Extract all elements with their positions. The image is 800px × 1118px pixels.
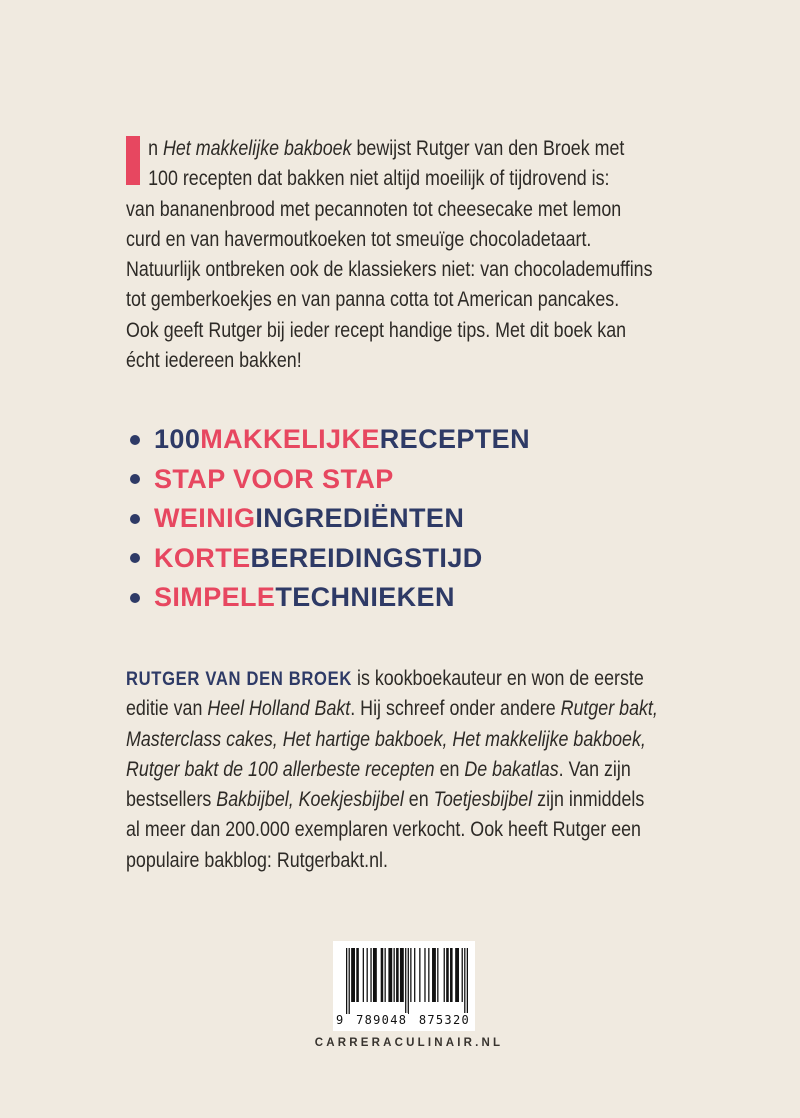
text-line [126, 846, 658, 876]
highlight-word: TECHNIEKEN [275, 582, 455, 613]
text-line [126, 815, 658, 845]
publisher-website: CARRERACULINAIR.NL [314, 1037, 504, 1049]
isbn-right-group: 875320 [418, 1013, 470, 1027]
text-segment: n [148, 137, 163, 160]
text-segment: al meer dan 200.000 exemplaren verkocht. Ook heeft Rutger een [126, 818, 641, 842]
text-segment: . Hij schreef onder andere [350, 697, 561, 721]
text-line [126, 134, 653, 164]
text-segment: zijn inmiddels [532, 788, 645, 812]
text-segment: en [434, 757, 465, 781]
text-line [126, 755, 658, 785]
text-segment: . Van zijn [558, 757, 631, 781]
text-line [126, 164, 653, 194]
text-line [126, 285, 653, 315]
text-segment: Rutger bakt de 100 allerbeste recepten [126, 757, 435, 781]
text-segment: is kookboekauteur en won de eerste [352, 667, 644, 690]
highlight-item [130, 499, 530, 539]
text-segment: De bakatlas [464, 757, 559, 781]
text-line [126, 785, 658, 815]
text-segment: écht iedereen bakken! [126, 349, 302, 373]
text-segment: populaire bakblog: Rutgerbakt.nl. [126, 848, 388, 872]
text-line [126, 225, 653, 255]
text-segment: Heel Holland Bakt [207, 697, 351, 721]
text-line [126, 195, 653, 225]
highlight-word: 100 [154, 424, 201, 455]
isbn-left-group: 789048 [356, 1013, 408, 1027]
bullet-dot [130, 474, 140, 484]
text-line [126, 346, 653, 376]
isbn-first-digit: 9 [336, 1013, 345, 1027]
highlight-item [130, 420, 530, 460]
bullet-dot [130, 514, 140, 524]
highlight-word: RECEPTEN [379, 424, 530, 455]
text-segment: Bakbijbel, Koekjesbijbel [216, 788, 404, 812]
bullet-dot [130, 553, 140, 563]
text-segment: 100 recepten dat bakken niet altijd moeilijk of tijdrovend is: [148, 167, 610, 191]
highlight-word: INGREDIËNTEN [255, 503, 465, 534]
text-line [126, 255, 653, 285]
text-segment: RUTGER VAN DEN BROEK [126, 668, 353, 690]
bullet-dot [130, 435, 140, 445]
text-segment: bestsellers [126, 788, 217, 812]
text-segment: editie van [126, 697, 208, 721]
text-segment: Toetjesbijbel [433, 788, 533, 812]
highlight-word: BEREIDINGSTIJD [250, 542, 483, 573]
highlight-item [130, 539, 530, 579]
text-segment: curd en van havermoutkoeken tot smeuïge chocoladetaart. [126, 227, 592, 251]
text-segment: en [403, 788, 434, 812]
barcode-bars [346, 948, 468, 1014]
highlight-item [130, 460, 530, 500]
text-segment: Rutger bakt, [560, 697, 658, 721]
text-line [126, 694, 658, 724]
text-segment: Het makkelijke bakboek [162, 137, 352, 160]
barcode [333, 941, 475, 1031]
text-line [126, 725, 658, 755]
bullet-dot [130, 593, 140, 603]
text-segment: bewijst Rutger van den Broek met [351, 137, 625, 160]
text-segment: Ook geeft Rutger bij ieder recept handige tips. Met dit boek kan [126, 318, 627, 342]
text-segment: tot gemberkoekjes en van panna cotta tot American pancakes. [126, 288, 620, 312]
text-line [126, 316, 653, 346]
author-bio-paragraph [126, 664, 658, 876]
text-segment: Masterclass cakes, Het hartige bakboek, Het makkelijke bakboek, [126, 727, 646, 751]
highlight-word: SIMPELE [154, 582, 276, 613]
highlight-word: KORTE [154, 542, 251, 573]
highlight-word: MAKKELIJKE [200, 424, 380, 455]
text-line [126, 664, 658, 694]
highlight-word: STAP VOOR STAP [154, 463, 394, 494]
highlights-list [130, 420, 530, 618]
highlight-item [130, 578, 530, 618]
text-segment: van bananenbrood met pecannoten tot cheesecake met lemon [126, 197, 622, 221]
isbn-number [335, 1013, 471, 1027]
intro-paragraph [126, 134, 653, 376]
text-segment: Natuurlijk ontbreken ook de klassiekers niet: van chocolademuffins [126, 258, 653, 282]
highlight-word: WEINIG [154, 503, 256, 534]
